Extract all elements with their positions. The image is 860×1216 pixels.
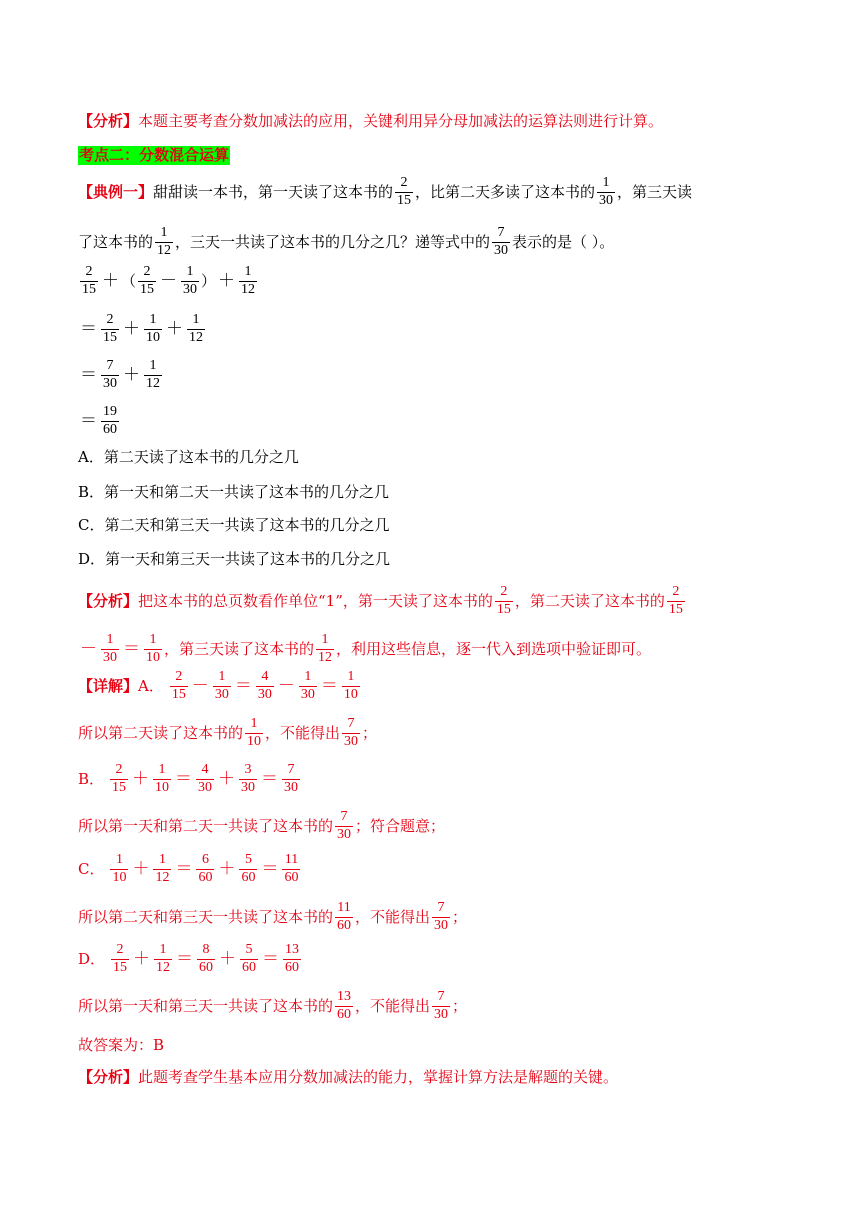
fraction: $\frac{1}{12}$ <box>189 312 203 345</box>
fraction: $\frac{7}{30}$ <box>337 809 352 842</box>
fraction: $\frac{13}{60}$ <box>285 942 300 975</box>
fraction: $\frac{13}{60}$ <box>337 989 352 1022</box>
fraction: $\frac{1}{30}$ <box>103 632 117 665</box>
fraction: $\frac{1}{30}$ <box>599 175 614 208</box>
calc-line-2: ＝ $\frac{2}{15}$ ＋ $\frac{1}{10}$ ＋ $\frac{1}{12}$ <box>80 312 203 345</box>
fraction: $\frac{1}{10}$ <box>112 852 127 885</box>
fraction: $\frac{2}{15}$ <box>103 312 117 345</box>
fraction: $\frac{19}{60}$ <box>103 404 117 437</box>
fraction: $\frac{11}{60}$ <box>337 900 352 933</box>
option-a: A．第二天读了这本书的几分之几 <box>78 448 299 466</box>
fraction: $\frac{7}{30}$ <box>434 900 449 933</box>
example-text: ，第三天读 <box>617 182 693 201</box>
fraction: $\frac{2}{15}$ <box>112 762 127 795</box>
fraction: $\frac{11}{60}$ <box>284 852 299 885</box>
fraction: $\frac{3}{30}$ <box>241 762 256 795</box>
fraction: $\frac{1}{30}$ <box>183 264 198 297</box>
detail-d-line: D． $\frac{2}{15}$ ＋ $\frac{1}{12}$ ＝ $\frac{8}{60}$ ＋ $\frac{5}{60}$ ＝ $\frac{13}{60}$ <box>78 942 300 975</box>
section-title-row <box>78 146 230 165</box>
analysis-paragraph-1 <box>78 114 663 129</box>
fraction: $\frac{5}{60}$ <box>242 942 257 975</box>
fraction: $\frac{2}{15}$ <box>113 942 128 975</box>
detail-a-conclusion: 所以第二天读了这本书的 $\frac{1}{10}$ ，不能得出 $\frac{7}{30}$ ； <box>78 716 378 749</box>
fraction: $\frac{7}{30}$ <box>284 762 299 795</box>
fraction: $\frac{2}{15}$ <box>82 264 96 297</box>
option-d: D．第一天和第三天一共读了这本书的几分之几 <box>78 550 391 568</box>
answer-line: 故答案为：B <box>78 1036 165 1054</box>
fraction: $\frac{2}{15}$ <box>496 584 511 617</box>
fraction: $\frac{4}{30}$ <box>198 762 213 795</box>
option-c: C．第二天和第三天一共读了这本书的几分之几 <box>78 516 390 534</box>
fraction: $\frac{2}{15}$ <box>668 584 683 617</box>
fraction: $\frac{1}{12}$ <box>146 358 160 391</box>
fraction: $\frac{1}{30}$ <box>300 669 315 702</box>
fraction: $\frac{7}{30}$ <box>494 225 509 258</box>
detail-tag: 【详解】 <box>78 676 139 695</box>
fraction: $\frac{1}{10}$ <box>146 312 160 345</box>
analysis-text: 本题主要考查分数加减法的应用，关键利用异分母加减法的运算法则进行计算。 <box>138 112 664 130</box>
analysis-paragraph-3: 【分析】 此题考查学生基本应用分数加减法的能力，掌握计算方法是解题的关键。 <box>78 1068 619 1086</box>
fraction: $\frac{1}{10}$ <box>343 669 358 702</box>
example-line-2 <box>78 226 614 258</box>
fraction: $\frac{6}{60}$ <box>198 852 213 885</box>
fraction: $\frac{2}{15}$ <box>140 264 155 297</box>
fraction: $\frac{4}{30}$ <box>257 669 272 702</box>
analysis-paragraph-2: 【分析】 把这本书的总页数看作单位“1”，第一天读了这本书的 $\frac{2}{15}$ ，第二天读了这本书的 $\frac{2}{15}$ <box>78 584 683 617</box>
detail-c-line: C． $\frac{1}{10}$ ＋ $\frac{1}{12}$ ＝ $\frac{6}{60}$ ＋ $\frac{5}{60}$ ＝ $\frac{11}{60}$ <box>78 852 299 885</box>
section-title: 考点二：分数混合运算 <box>79 146 230 164</box>
fraction: $\frac{1}{30}$ <box>214 669 229 702</box>
fraction: $\frac{5}{60}$ <box>241 852 256 885</box>
fraction: $\frac{7}{30}$ <box>344 716 359 749</box>
example-text: ，三天一共读了这本书的几分之几？递等式中的 <box>175 232 491 251</box>
option-b: B．第一天和第二天一共读了这本书的几分之几 <box>78 483 390 501</box>
example-line-1 <box>78 176 692 208</box>
analysis-tag: 【分析】 <box>78 112 139 130</box>
detail-d-conclusion: 所以第一天和第三天一共读了这本书的 $\frac{13}{60}$ ，不能得出 $\frac{7}{30}$ ； <box>78 989 468 1022</box>
calc-line-3: ＝ $\frac{7}{30}$ ＋ $\frac{1}{12}$ <box>80 358 160 391</box>
fraction: $\frac{7}{30}$ <box>103 358 117 391</box>
fraction: $\frac{2}{15}$ <box>171 669 186 702</box>
fraction: $\frac{1}{10}$ <box>146 632 160 665</box>
fraction: $\frac{1}{12}$ <box>157 225 172 258</box>
detail-c-conclusion: 所以第二天和第三天一共读了这本书的 $\frac{11}{60}$ ，不能得出 $\frac{7}{30}$ ； <box>78 900 468 933</box>
calc-line-4: ＝ $\frac{19}{60}$ <box>80 404 117 437</box>
example-text: 甜甜读一本书，第一天读了这本书的 <box>153 182 394 201</box>
detail-a-line: 【详解】 A． $\frac{2}{15}$ － $\frac{1}{30}$ ＝ $\frac{4}{30}$ － $\frac{1}{30}$ ＝ $\frac{1}{10}$ <box>78 669 358 702</box>
example-tag: 【典例一】 <box>78 182 154 201</box>
fraction: $\frac{1}{12}$ <box>156 942 171 975</box>
fraction: $\frac{1}{12}$ <box>155 852 170 885</box>
fraction: $\frac{1}{10}$ <box>247 716 262 749</box>
fraction: $\frac{1}{12}$ <box>318 632 333 665</box>
analysis-paragraph-2-cont: － $\frac{1}{30}$ ＝ $\frac{1}{10}$ ，第三天读了这本书的 $\frac{1}{12}$ ，利用这些信息，逐一代入到选项中验证即可。 <box>80 632 652 665</box>
example-text: ，比第二天多读了这本书的 <box>415 182 596 201</box>
fraction: $\frac{2}{15}$ <box>397 175 412 208</box>
calc-line-1: $\frac{2}{15}$ ＋ （ $\frac{2}{15}$ － $\frac{1}{30}$ ） ＋ $\frac{1}{12}$ <box>82 264 256 297</box>
example-text: 了这本书的 <box>78 232 154 251</box>
fraction: $\frac{7}{30}$ <box>434 989 449 1022</box>
fraction: $\frac{8}{60}$ <box>199 942 214 975</box>
detail-b-conclusion: 所以第一天和第二天一共读了这本书的 $\frac{7}{30}$ ；符合题意； <box>78 809 446 842</box>
fraction: $\frac{1}{10}$ <box>155 762 170 795</box>
detail-b-line: B． $\frac{2}{15}$ ＋ $\frac{1}{10}$ ＝ $\frac{4}{30}$ ＋ $\frac{3}{30}$ ＝ $\frac{7}{30}$ <box>78 762 299 795</box>
example-text: 表示的是（ ）。 <box>512 232 615 251</box>
fraction: $\frac{1}{12}$ <box>241 264 256 297</box>
